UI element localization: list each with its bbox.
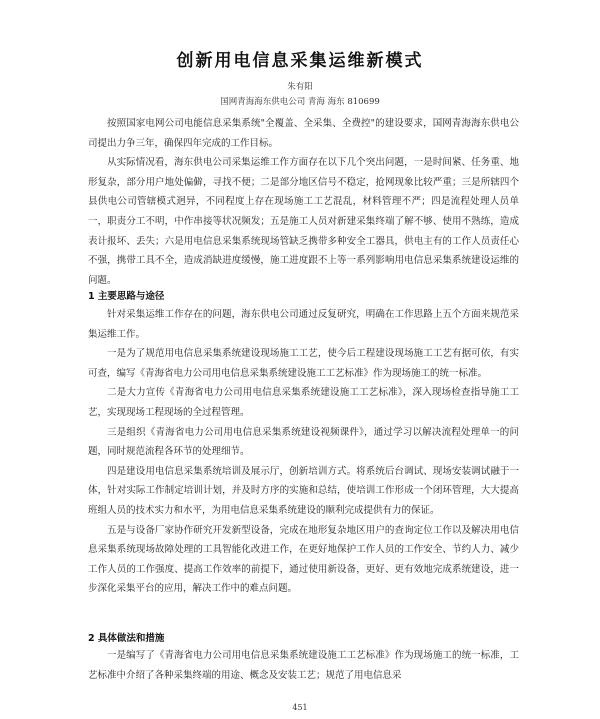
- section-1-body: [88, 305, 519, 599]
- intro-paragraph: 按照国家电网公司电能信息采集系统"全覆盖、全采集、全费控"的建设要求，国网青海海东供电公司提出力争三年，确保四年完成的工作目标。: [88, 118, 519, 149]
- body-paragraph: 一是为了规范用电信息采集系统建设现场施工工艺，使今后工程建设现场施工工艺有据可依，有实可查，编写《青海省电力公司用电信息采集系统建设施工工艺标准》作为现场施工的统一标准。: [88, 348, 519, 379]
- body-paragraph: 三是组织《青海省电力公司用电信息采集系统建设视频课件》，通过学习以解决流程处理单一的问题，同时规范流程各环节的处理细节。: [88, 426, 519, 458]
- body-paragraph: 五是与设备厂家协作研究开发新型设备，完成在地形复杂地区用户的查询定位工作以及解决用电信息采集系统现场故障处理的工具智能化改进工作，在更好地保护工作人员的工作安全、节约人力、减少工作人员的工作强度、提高工作效率的前提下，通过使用新设备，更好、更有效地完成系统建设，进一步深化采集平台的应用，解决工作中的难点问题。: [88, 524, 519, 595]
- page-number: 451: [292, 703, 308, 712]
- document-title: 创新用电信息采集运维新模式: [176, 51, 424, 71]
- body-paragraph: 四是建设用电信息采集系统培训及展示厅，创新培训方式。将系统后台调试、现场安装调试融于一体，针对实际工作制定培训计划，并及时方序的实施和总结，使培训工作形成一个闭环管理，大大提高班组人员的技术实力和水平，为用电信息采集系统建设的顺利完成提供有力的保证。: [88, 465, 519, 516]
- author-name: 朱有阳: [287, 82, 313, 92]
- body-paragraph: 针对采集运维工作存在的问题，海东供电公司通过反复研究，明确在工作思路上五个方面来规范采集运维工作。: [88, 309, 519, 340]
- intro-paragraph: 从实际情况看，海东供电公司采集运维工作方面存在以下几个突出问题，一是时间紧、任务重、地形复杂，部分用户地处偏僻，寻找不便；二是部分地区信号不稳定，抢网现象比较严重；三是所辖四个县供电公司管辖模式迥异，不同程度上存在现场施工工艺混乱，材料管理不严；四是流程处理人员单一，职责分工不明，中作串接等状况频发；五是施工人员对新建采集终端了解不够、使用不熟练，造成表计报坏、丢失；六是用电信息采集系统现场管缺乏携带多种安全工器具，供电主有的工作人员责任心不强，携带工具不全，造成消缺进度缓慢，施工进度跟不上等一系列影响用电信息采集系统建设运维的问题。: [88, 157, 519, 286]
- body-paragraph: 一是编写了《青海省电力公司用电信息采集系统建设施工工艺标准》作为现场施工的统一标准，工艺标准中介绍了各种采集终端的用途、概念及安装工艺；规范了用电信息采: [88, 650, 519, 681]
- section-heading: 1 主要思路与途径: [88, 291, 165, 302]
- section-heading: 2 具体做法和措施: [88, 633, 165, 644]
- intro-section: [88, 114, 519, 290]
- author-affiliation: 国网青海海东供电公司 青海 海东 810699: [220, 97, 380, 107]
- section-2-body: [88, 646, 519, 685]
- body-paragraph: 二是大力宣传《青海省电力公司用电信息采集系统建设施工工艺标准》，深入现场检查指导施工工艺，实现现场工程现场的全过程管理。: [88, 387, 519, 418]
